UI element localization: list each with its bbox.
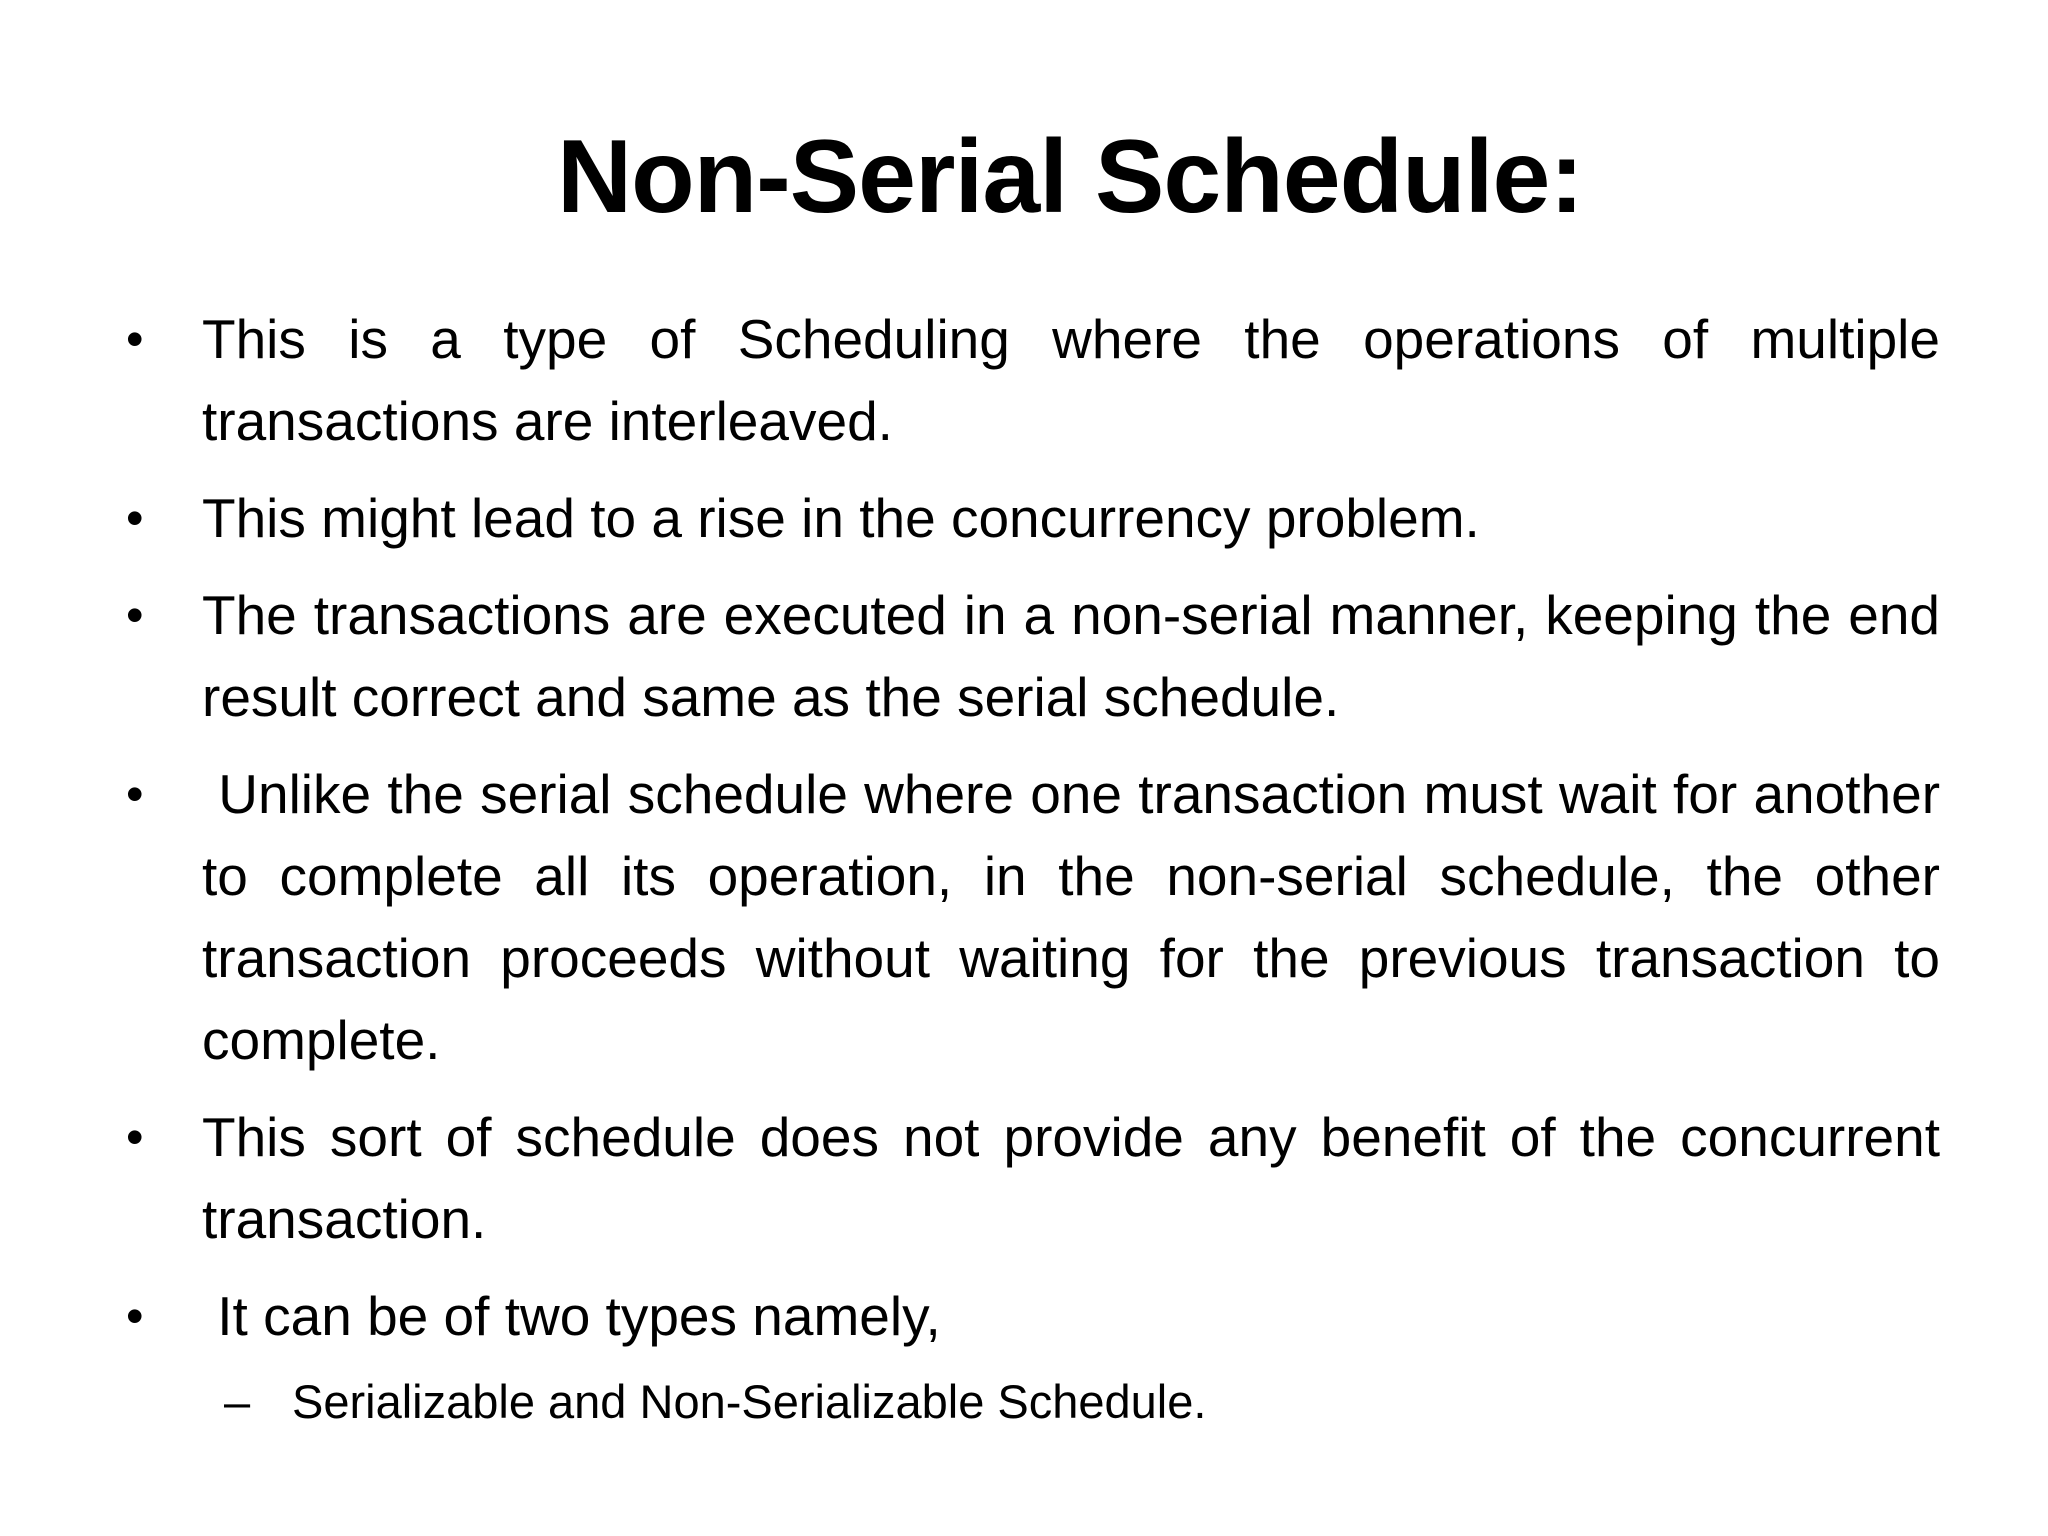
- bullet-text: The transactions are executed in a non-serial manner, keeping the end result correct and same as the serial schedule.: [202, 584, 1940, 728]
- bullet-item: [120, 298, 1940, 462]
- bullet-list: [120, 298, 1956, 1438]
- bullet-marker: •: [126, 766, 144, 822]
- bullet-text: This is a type of Scheduling where the operations of multiple transactions are interleaved.: [202, 308, 1940, 452]
- bullet-marker: •: [126, 1288, 144, 1344]
- bullet-item: [120, 753, 1956, 1081]
- bullet-item: [120, 1096, 1940, 1260]
- bullet-text: Unlike the serial schedule where one transaction must wait for another to complete all its operation, in the non-serial schedule, the other transaction proceeds without waiting for the previous transaction to complete.: [202, 763, 1956, 1071]
- sub-bullet-marker: –: [224, 1375, 251, 1428]
- bullet-item: [120, 574, 1940, 738]
- sub-bullet-text: Serializable and Non-Serializable Schedule.: [292, 1375, 1207, 1428]
- bullet-marker: •: [126, 587, 144, 643]
- sub-bullet-item: [120, 1366, 1940, 1438]
- bullet-text: It can be of two types namely,: [202, 1285, 941, 1347]
- slide-title: Non-Serial Schedule:: [557, 119, 1583, 235]
- bullet-marker: •: [126, 1109, 144, 1165]
- bullet-item: [120, 477, 1940, 559]
- bullet-item: [120, 1275, 1940, 1357]
- bullet-marker: •: [126, 490, 144, 546]
- bullet-text: This sort of schedule does not provide any benefit of the concurrent transaction.: [202, 1106, 1940, 1250]
- bullet-text: This might lead to a rise in the concurrency problem.: [202, 487, 1480, 549]
- bullet-marker: •: [126, 311, 144, 367]
